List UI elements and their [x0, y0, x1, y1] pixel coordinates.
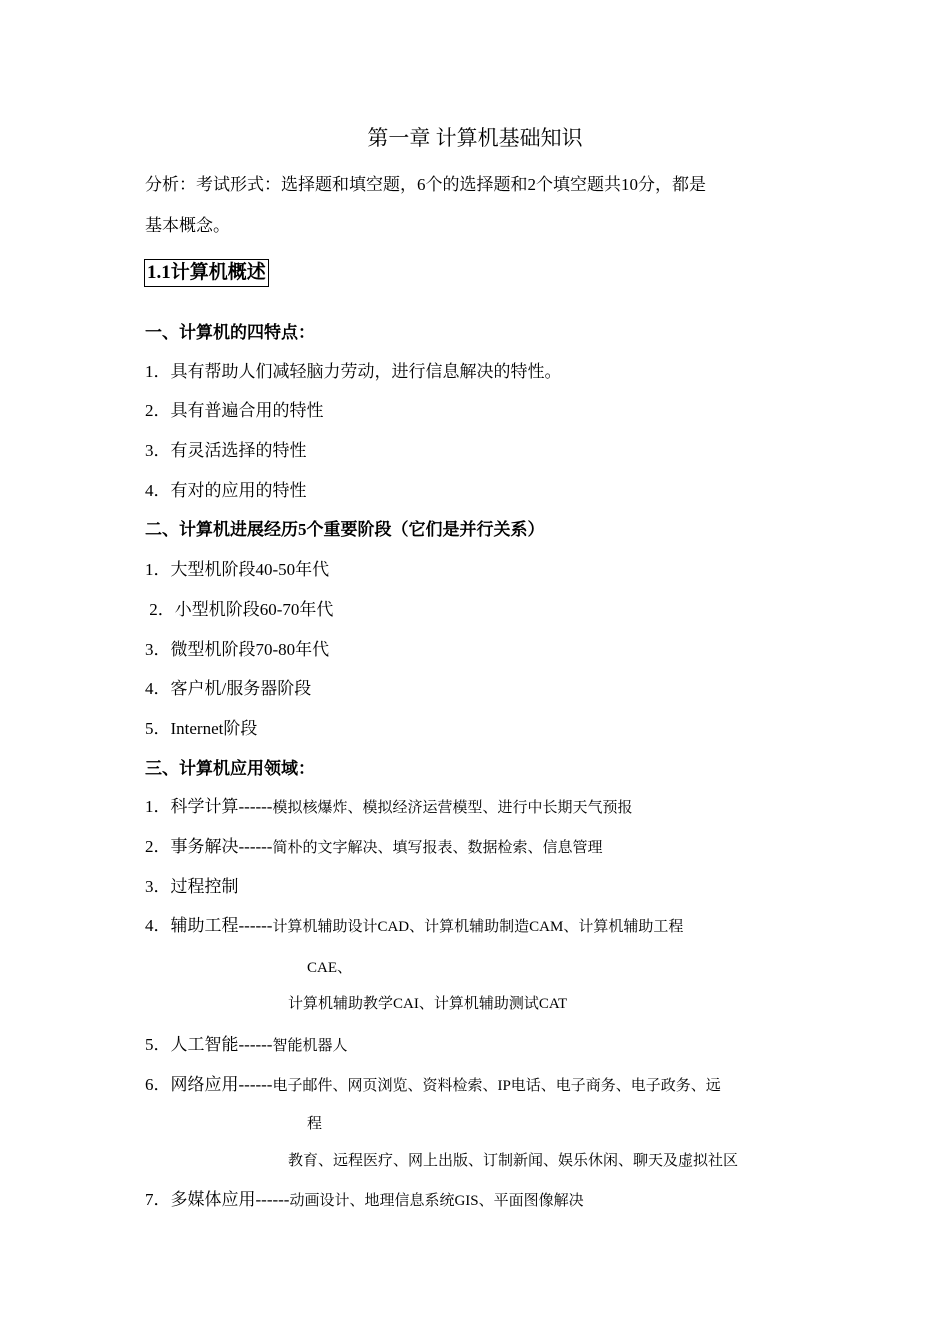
- item-label: 1．科学计算------: [145, 797, 273, 816]
- item-detail: 简朴的文字解决、填写报表、数据检索、信息管理: [272, 840, 603, 856]
- part2-heading: 二、计算机进展经历5个重要阶段（它们是并行关系）: [145, 520, 545, 539]
- intro-line-2: 基本概念。: [145, 216, 230, 235]
- list-item: 3．微型机阶段70-80年代: [145, 640, 330, 659]
- item-detail: 电子邮件、网页浏览、资料检索、IP电话、电子商务、电子政务、远: [272, 1078, 721, 1094]
- intro-line-1: 分析：考试形式：选择题和填空题，6个的选择题和2个填空题共10分，都是: [145, 175, 706, 194]
- item-detail-continuation: 教育、远程医疗、网上出版、订制新闻、娱乐休闲、聊天及虚拟社区: [288, 1153, 739, 1169]
- item-detail: 计算机辅助设计CAD、计算机辅助制造CAM、计算机辅助工程: [272, 919, 684, 935]
- list-item: [145, 872, 239, 897]
- list-item: 2．具有普遍合用的特性: [145, 401, 324, 420]
- section-heading-1-1: 1.1计算机概述: [144, 259, 269, 287]
- item-detail: 动画设计、地理信息系统GIS、平面图像解决: [289, 1193, 584, 1209]
- item-detail: 模拟核爆炸、模拟经济运营模型、进行中长期天气预报: [272, 800, 633, 816]
- list-item: 4．有对的应用的特性: [145, 481, 307, 500]
- list-item: [145, 1185, 584, 1210]
- item-label: 7．多媒体应用------: [145, 1190, 290, 1209]
- item-detail-continuation: 计算机辅助教学CAI、计算机辅助测试CAT: [288, 996, 568, 1012]
- part3-heading: 三、计算机应用领域：: [145, 759, 315, 778]
- item-detail: 智能机器人: [272, 1038, 348, 1054]
- list-item: 3．有灵活选择的特性: [145, 441, 307, 460]
- list-item: [145, 911, 683, 936]
- list-item: 1．大型机阶段40-50年代: [145, 560, 330, 579]
- item-label: 5．人工智能------: [145, 1035, 273, 1054]
- list-item: [145, 792, 632, 817]
- list-item: [145, 1070, 721, 1095]
- item-label: 2．事务解决------: [145, 837, 273, 856]
- item-label: 4．辅助工程------: [145, 916, 273, 935]
- list-item: 1．具有帮助人们减轻脑力劳动，进行信息解决的特性。: [145, 362, 562, 381]
- list-item: 5．Internet阶段: [145, 719, 258, 738]
- list-item: [145, 832, 602, 857]
- list-item: [145, 1030, 347, 1055]
- item-detail-continuation: 程: [307, 1116, 323, 1132]
- item-detail-continuation: CAE、: [307, 960, 353, 976]
- chapter-title: 第一章 计算机基础知识: [367, 126, 583, 150]
- item-label: 6．网络应用------: [145, 1075, 273, 1094]
- item-label: 3．过程控制: [145, 877, 239, 896]
- list-item: 2．小型机阶段60-70年代: [145, 600, 334, 619]
- part1-heading: 一、计算机的四特点：: [145, 323, 315, 342]
- list-item: 4．客户机/服务器阶段: [145, 679, 312, 698]
